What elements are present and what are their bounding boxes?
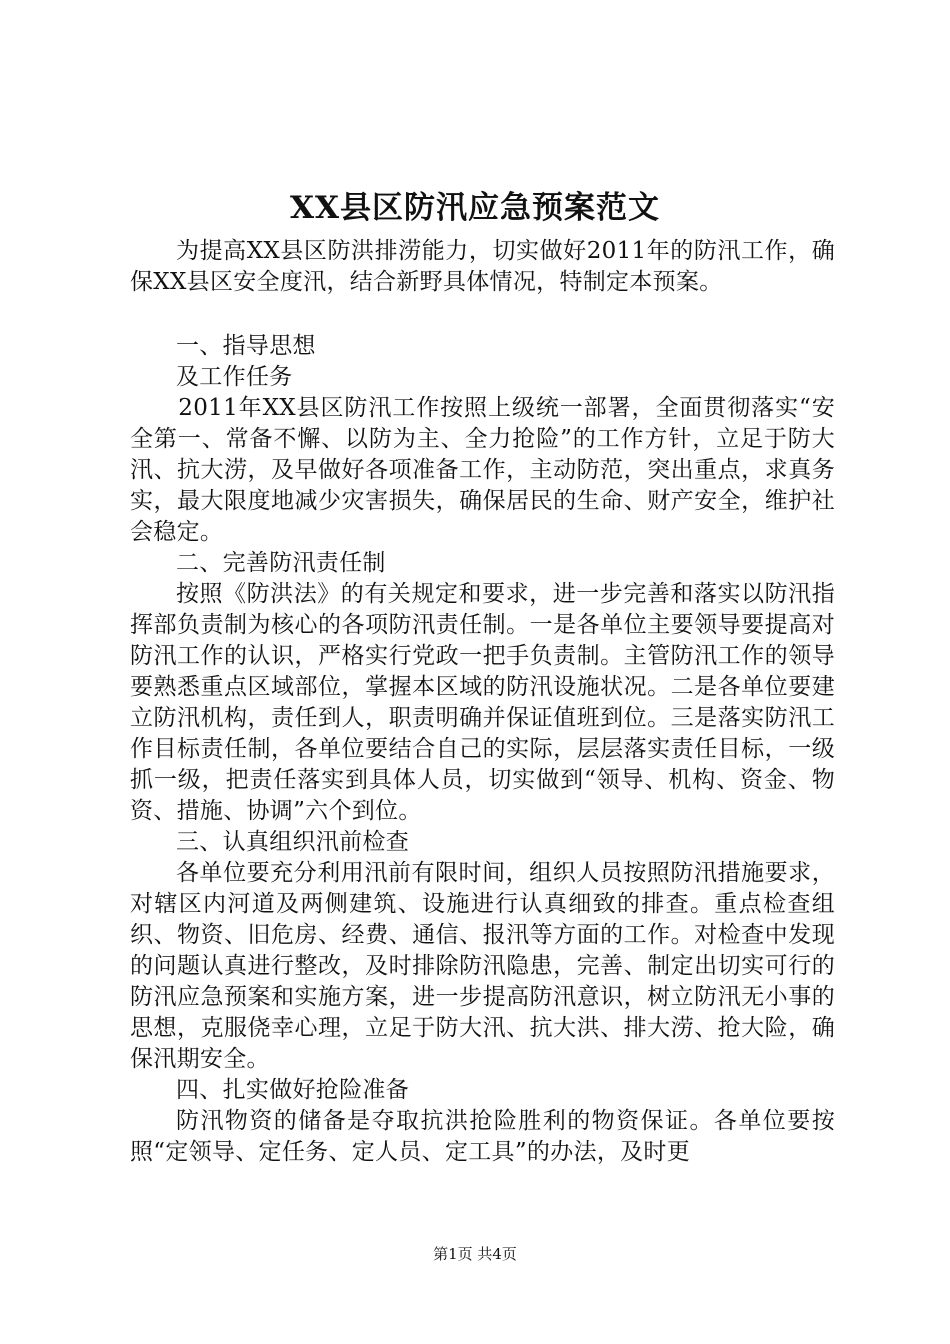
section1-paragraph: 2011年XX县区防汛工作按照上级统一部署，全面贯彻落实“安全第一、常备不懈、以防为主、全力抢险”的工作方针，立足于防大汛、抗大涝，及早做好各项准备工作，主动防范，突出重点，求真务实，最大限度地减少灾害损失，确保居民的生命、财产安全，维护社会稳定。 xyxy=(130,395,835,545)
section2-paragraph: 按照《防洪法》的有关规定和要求，进一步完善和落实以防汛指挥部负责制为核心的各项防汛责任制。一是各单位主要领导要提高对防汛工作的认识，严格实行党政一把手负责制。主管防汛工作的领导要熟悉重点区域部位，掌握本区域的防汛设施状况。二是各单位要建立防汛机构，责任到人，职责明确并保证值班到位。三是落实防汛工作目标责任制，各单位要结合自己的实际，层层落实责任目标，一级抓一级，把责任落实到具体人员，切实做到“领导、机构、资金、物资、措施、协调”六个到位。 xyxy=(130,581,835,824)
page-footer: 第1页 共4页 xyxy=(433,1245,517,1263)
document-title: XX县区防汛应急预案范文 xyxy=(289,190,661,226)
section1-heading-line2: 及工作任务 xyxy=(176,364,293,390)
section3-heading: 三、认真组织汛前检查 xyxy=(176,829,409,855)
section4-heading: 四、扎实做好抢险准备 xyxy=(176,1077,409,1103)
section3-paragraph: 各单位要充分利用汛前有限时间，组织人员按照防汛措施要求，对辖区内河道及两侧建筑、设施进行认真细致的排查。重点检查组织、物资、旧危房、经费、通信、报汛等方面的工作。对检查中发现的问题认真进行整改，及时排除防汛隐患，完善、制定出切实可行的防汛应急预案和实施方案，进一步提高防汛意识，树立防汛无小事的思想，克服侥幸心理，立足于防大汛、抗大洪、排大涝、抢大险，确保汛期安全。 xyxy=(130,860,835,1072)
intro-paragraph: 为提高XX县区防洪排涝能力，切实做好2011年的防汛工作，确保XX县区安全度汛，结合新野具体情况，特制定本预案。 xyxy=(130,238,835,295)
document-body xyxy=(130,236,835,1168)
section1-heading-line1: 一、指导思想 xyxy=(176,333,316,359)
section2-heading: 二、完善防汛责任制 xyxy=(176,550,386,576)
paragraph-gap xyxy=(130,298,835,331)
section4-paragraph: 防汛物资的储备是夺取抗洪抢险胜利的物资保证。各单位要按照“定领导、定任务、定人员、定工具”的办法，及时更 xyxy=(130,1108,835,1165)
